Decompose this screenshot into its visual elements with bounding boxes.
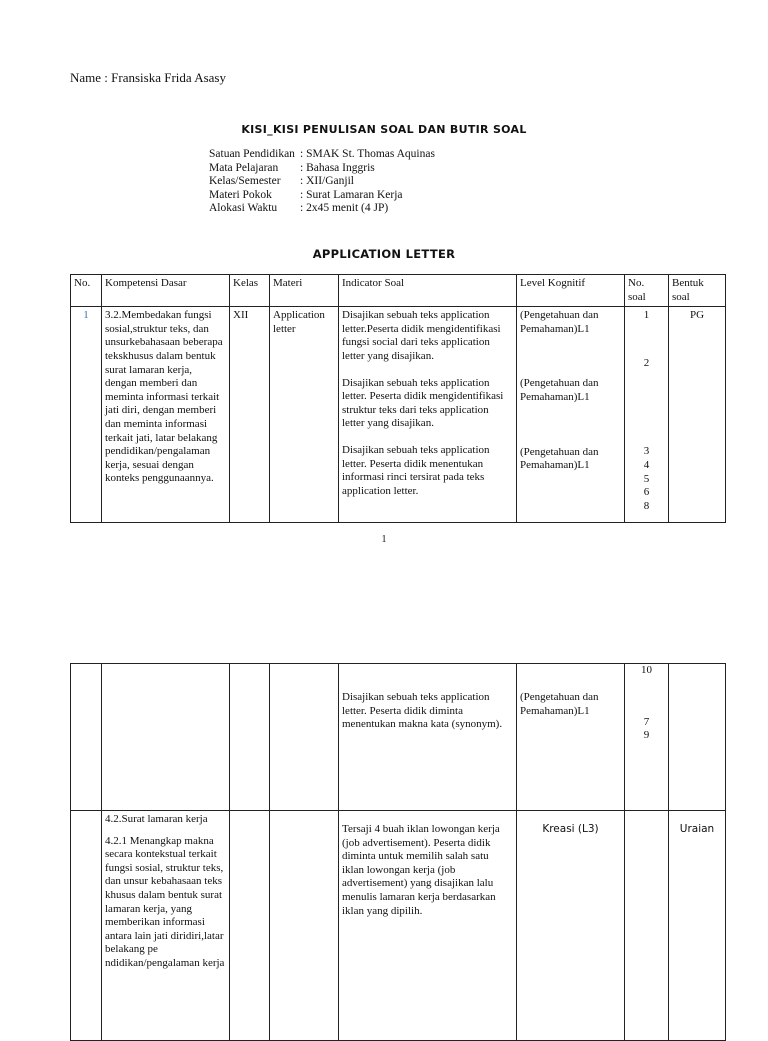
grid-table-page-1 (70, 274, 726, 523)
row-number: 1 (71, 307, 102, 523)
nosoal-item: 3 (643, 445, 650, 458)
nosoal-item: 7 (643, 715, 650, 728)
info-value: : Bahasa Inggris (300, 161, 375, 174)
header-kelas: Kelas (230, 275, 270, 307)
table-row (71, 664, 726, 811)
indikator-item: Disajikan sebuah teks application letter.Peserta didik mengidentifikasi fungsi social dari teks application letter yang disajikan. (342, 309, 501, 362)
info-value: : SMAK St. Thomas Aquinas (300, 148, 435, 160)
bentuk-cell (669, 811, 726, 1041)
nosoal-item: 6 (643, 486, 650, 499)
info-label: Kelas/Semester (209, 175, 281, 188)
level-item: (Pengetahuan dan Pemahaman)L1 (520, 691, 599, 717)
nosoal-item: 8 (643, 499, 650, 512)
indikator-item: Disajikan sebuah teks application letter. Peserta didik menentukan informasi rinci tersirat pada teks application letter. (342, 443, 490, 497)
nosoal-cell (625, 664, 669, 811)
nosoal-item: 5 (643, 472, 650, 485)
nosoal-item: 1 (643, 309, 650, 322)
header-bentuk-line1: Bentuk (672, 277, 704, 289)
info-label: Alokasi Waktu (209, 202, 278, 215)
indikator-item: Tersaji 4 buah iklan lowongan kerja (job advertisement). Peserta didik diminta untuk memilih salah satu iklan lowongan kerja (job advertisement) yang disajikan lalu menulis lamaran kerja berdasarkan iklan yang dipilih. (342, 823, 500, 917)
table-row (71, 811, 726, 1041)
header-nosoal-line1: No. (628, 277, 645, 289)
level-cell (517, 664, 625, 811)
materi-cell (270, 811, 339, 1041)
page-number: 1 (381, 534, 387, 545)
header-nosoal (625, 275, 669, 307)
header-kompetensi: Kompetensi Dasar (102, 275, 230, 307)
level-cell (517, 811, 625, 1041)
kelas-cell: XII (230, 307, 270, 523)
nosoal-item: 10 (641, 664, 652, 676)
kelas-cell (230, 811, 270, 1041)
header-nosoal-line2: soal (628, 290, 646, 303)
table-header-row (71, 275, 726, 307)
document-title: KISI_KISI PENULISAN SOAL DAN BUTIR SOAL (241, 123, 527, 136)
info-row (209, 148, 435, 162)
info-value: : Surat Lamaran Kerja (300, 188, 403, 201)
nosoal-item: 2 (643, 356, 650, 369)
info-block (209, 148, 435, 216)
indikator-cell (339, 811, 517, 1041)
row-number (71, 811, 102, 1041)
nosoal-item: 4 (643, 458, 650, 471)
info-label: Materi Pokok (209, 188, 272, 201)
header-bentuk (669, 275, 726, 307)
info-value: : 2x45 menit (4 JP) (300, 202, 389, 215)
level-item: (Pengetahuan dan Pemahaman)L1 (520, 309, 599, 335)
kompetensi-cell (102, 664, 230, 811)
indikator-cell (339, 307, 517, 523)
bentuk-cell: PG (669, 307, 726, 523)
header-no: No. (71, 275, 102, 307)
header-level: Level Kognitif (517, 275, 625, 307)
indikator-item: Disajikan sebuah teks application letter. Peserta didik diminta menentukan makna kata (synonym). (342, 691, 503, 731)
kompetensi-cell (102, 811, 230, 1041)
info-row (209, 189, 435, 203)
bentuk-item: Uraian (679, 823, 715, 835)
materi-cell: Application letter (270, 307, 339, 523)
level-cell (517, 307, 625, 523)
nosoal-cell (625, 307, 669, 523)
kelas-cell (230, 664, 270, 811)
nosoal-cell (625, 811, 669, 1041)
info-row (209, 175, 435, 189)
header-indikator: Indicator Soal (339, 275, 517, 307)
nosoal-item: 9 (643, 729, 650, 742)
kompetensi-heading: 4.2.Surat lamaran kerja (105, 813, 208, 825)
materi-cell (270, 664, 339, 811)
kompetensi-text: 4.2.1 Menangkap makna secara kontekstual terkait fungsi sosial, struktur teks, dan unsur kebahasaan teks khusus dalam bentuk surat lamaran kerja, yang memberikan informasi antara lain jati diridiri,latar belakang pe ndidikan/pengalaman kerja (105, 834, 225, 969)
info-value: : XII/Ganjil (300, 175, 354, 188)
indikator-item: Disajikan sebuah teks application letter. Peserta didik mengidentifikasi struktur teks dari teks application letter yang disajikan. (342, 376, 504, 430)
info-label: Mata Pelajaran (209, 161, 279, 174)
student-name: Name : Fransiska Frida Asasy (70, 70, 226, 85)
level-item: (Pengetahuan dan Pemahaman)L1 (520, 445, 599, 472)
info-row (209, 202, 435, 216)
bentuk-cell (669, 664, 726, 811)
header-bentuk-line2: soal (672, 290, 690, 303)
section-title: APPLICATION LETTER (312, 247, 456, 261)
kompetensi-cell: 3.2.Membedakan fungsi sosial,struktur teks, dan unsurkebahasaan beberapa tekskhusus dalam bentuk surat lamaran kerja, dengan memberi dan meminta informasi terkait jati diri, dengan memberi dan meminta informasi terkait jati, latar belakang pendidikan/pengalaman kerja, sesuai dengan konteks penggunaannya. (102, 307, 230, 523)
info-label: Satuan Pendidikan (209, 148, 295, 160)
indikator-cell (339, 664, 517, 811)
info-row (209, 162, 435, 176)
level-item: Kreasi (L3) (542, 823, 599, 835)
header-materi: Materi (270, 275, 339, 307)
table-row (71, 307, 726, 523)
grid-table-page-2 (70, 663, 726, 1041)
level-item: (Pengetahuan dan Pemahaman)L1 (520, 377, 599, 403)
row-number (71, 664, 102, 811)
